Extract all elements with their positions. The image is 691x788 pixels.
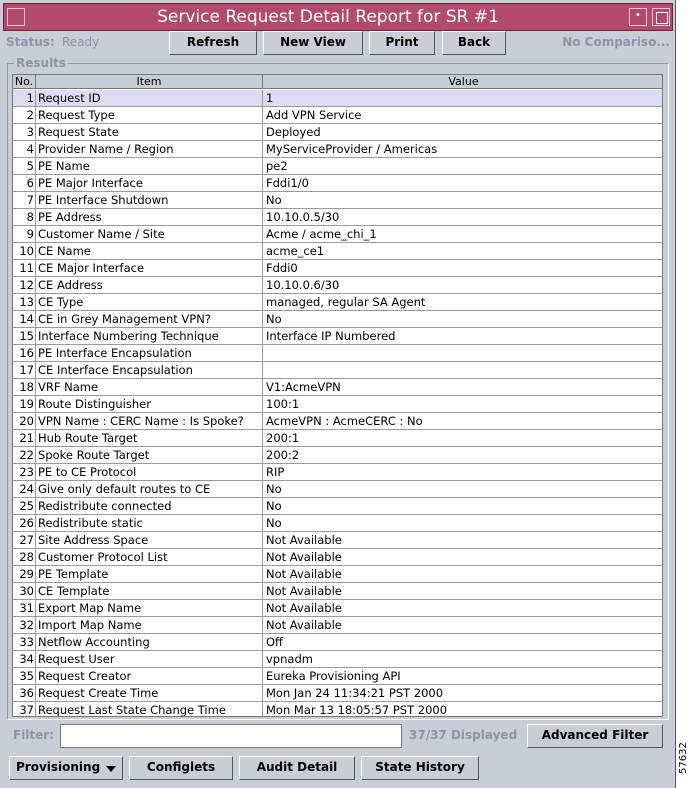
table-row[interactable] bbox=[13, 294, 663, 311]
row-number-cell: 17 bbox=[13, 362, 36, 379]
row-number-cell: 15 bbox=[13, 328, 36, 345]
status-label: Status: bbox=[6, 35, 55, 49]
table-row[interactable] bbox=[13, 124, 663, 141]
item-cell: Request Creator bbox=[36, 668, 263, 685]
table-row[interactable] bbox=[13, 192, 663, 209]
value-cell bbox=[263, 362, 663, 379]
item-cell: CE Name bbox=[36, 243, 263, 260]
new-view-button[interactable]: New View bbox=[263, 31, 363, 55]
item-cell: Request ID bbox=[36, 90, 263, 107]
results-table bbox=[12, 74, 663, 717]
row-number-cell: 35 bbox=[13, 668, 36, 685]
item-cell: Export Map Name bbox=[36, 600, 263, 617]
row-number-cell: 1 bbox=[13, 90, 36, 107]
row-number-cell: 31 bbox=[13, 600, 36, 617]
item-cell: PE Name bbox=[36, 158, 263, 175]
state-history-button[interactable]: State History bbox=[361, 756, 479, 780]
table-row[interactable] bbox=[13, 515, 663, 532]
print-button[interactable]: Print bbox=[369, 31, 435, 55]
window-title: Service Request Detail Report for SR #1 bbox=[157, 7, 499, 27]
table-row[interactable] bbox=[13, 430, 663, 447]
row-number-cell: 22 bbox=[13, 447, 36, 464]
value-cell: Mon Mar 13 18:05:57 PST 2000 bbox=[266, 703, 448, 717]
table-row[interactable] bbox=[13, 566, 663, 583]
value-cell: 200:2 bbox=[266, 448, 300, 462]
value-cell: Deployed bbox=[266, 125, 321, 139]
results-group-label: Results bbox=[16, 56, 67, 70]
maximize-icon[interactable] bbox=[652, 8, 670, 26]
row-number-cell: 14 bbox=[13, 311, 36, 328]
row-number-cell: 26 bbox=[13, 515, 36, 532]
item-cell: Redistribute static bbox=[36, 515, 263, 532]
value-cell: pe2 bbox=[266, 159, 288, 173]
item-cell: CE Address bbox=[36, 277, 263, 294]
row-number-cell: 27 bbox=[13, 532, 36, 549]
table-row[interactable] bbox=[13, 413, 663, 430]
table-row[interactable] bbox=[13, 464, 663, 481]
item-cell: PE Interface Encapsulation bbox=[36, 345, 263, 362]
back-button[interactable]: Back bbox=[442, 31, 506, 55]
value-cell: Acme / acme_chi_1 bbox=[266, 227, 377, 241]
table-row[interactable] bbox=[13, 90, 663, 107]
audit-detail-button[interactable]: Audit Detail bbox=[239, 756, 355, 780]
table-row[interactable] bbox=[13, 498, 663, 515]
item-cell: Redistribute connected bbox=[36, 498, 263, 515]
bottom-action-bar bbox=[0, 754, 676, 784]
value-cell: RIP bbox=[266, 465, 285, 479]
table-row[interactable] bbox=[13, 328, 663, 345]
item-cell: Import Map Name bbox=[36, 617, 263, 634]
item-cell: Request Last State Change Time bbox=[36, 702, 263, 717]
value-cell: No bbox=[266, 499, 282, 513]
value-cell: 1 bbox=[266, 91, 274, 105]
table-row[interactable] bbox=[13, 600, 663, 617]
row-number-cell: 21 bbox=[13, 430, 36, 447]
column-header-value[interactable]: Value bbox=[263, 75, 663, 89]
row-number-cell: 3 bbox=[13, 124, 36, 141]
value-cell: Eureka Provisioning API bbox=[266, 669, 401, 683]
item-cell: PE Major Interface bbox=[36, 175, 263, 192]
comparison-status: No Compariso... bbox=[562, 35, 670, 49]
row-number-cell: 7 bbox=[13, 192, 36, 209]
value-cell: Add VPN Service bbox=[266, 108, 362, 122]
value-cell: No bbox=[266, 482, 282, 496]
value-cell: Not Available bbox=[266, 550, 342, 564]
row-number-cell: 33 bbox=[13, 634, 36, 651]
value-cell: Mon Jan 24 11:34:21 PST 2000 bbox=[266, 686, 444, 700]
item-cell: Give only default routes to CE bbox=[36, 481, 263, 498]
filter-bar bbox=[0, 722, 676, 750]
dropdown-arrow-icon bbox=[106, 766, 116, 772]
item-cell: PE Template bbox=[36, 566, 263, 583]
configlets-button[interactable]: Configlets bbox=[129, 756, 233, 780]
value-cell: Not Available bbox=[266, 567, 342, 581]
refresh-button[interactable]: Refresh bbox=[169, 31, 257, 55]
item-cell: CE Type bbox=[36, 294, 263, 311]
row-number-cell: 20 bbox=[13, 413, 36, 430]
value-cell: MyServiceProvider / Americas bbox=[266, 142, 438, 156]
value-cell bbox=[263, 345, 663, 362]
value-cell: No bbox=[266, 312, 282, 326]
item-cell: Netflow Accounting bbox=[36, 634, 263, 651]
table-row[interactable] bbox=[13, 396, 663, 413]
row-number-cell: 8 bbox=[13, 209, 36, 226]
item-cell: Hub Route Target bbox=[36, 430, 263, 447]
row-number-cell: 9 bbox=[13, 226, 36, 243]
table-header bbox=[13, 75, 663, 89]
value-cell: managed, regular SA Agent bbox=[266, 295, 426, 309]
displayed-count: 37/37 Displayed bbox=[409, 728, 518, 742]
item-cell: Request Create Time bbox=[36, 685, 263, 702]
value-cell: V1:AcmeVPN bbox=[266, 380, 341, 394]
table-row[interactable] bbox=[13, 226, 663, 243]
item-cell: Request State bbox=[36, 124, 263, 141]
row-number-cell: 29 bbox=[13, 566, 36, 583]
row-number-cell: 18 bbox=[13, 379, 36, 396]
row-number-cell: 10 bbox=[13, 243, 36, 260]
item-cell: CE Major Interface bbox=[36, 260, 263, 277]
advanced-filter-button[interactable]: Advanced Filter bbox=[527, 724, 663, 748]
value-cell: 200:1 bbox=[266, 431, 300, 445]
table-row[interactable] bbox=[13, 532, 663, 549]
item-cell: Route Distinguisher bbox=[36, 396, 263, 413]
figure-number bbox=[678, 734, 690, 774]
row-number-cell: 28 bbox=[13, 549, 36, 566]
table-row[interactable] bbox=[13, 311, 663, 328]
row-number-cell: 11 bbox=[13, 260, 36, 277]
value-cell: 10.10.0.5/30 bbox=[266, 210, 340, 224]
filter-label: Filter: bbox=[13, 728, 55, 742]
row-number-cell: 6 bbox=[13, 175, 36, 192]
value-cell: acme_ce1 bbox=[266, 244, 325, 258]
row-number-cell: 32 bbox=[13, 617, 36, 634]
table-row[interactable] bbox=[13, 209, 663, 226]
item-cell: Site Address Space bbox=[36, 532, 263, 549]
item-cell: CE in Grey Management VPN? bbox=[36, 311, 263, 328]
item-cell: Customer Protocol List bbox=[36, 549, 263, 566]
row-number-cell: 4 bbox=[13, 141, 36, 158]
toolbar bbox=[0, 31, 676, 55]
table-row[interactable] bbox=[13, 260, 663, 277]
item-cell: PE Interface Shutdown bbox=[36, 192, 263, 209]
value-cell: Not Available bbox=[266, 601, 342, 615]
table-row[interactable] bbox=[13, 685, 663, 702]
provisioning-label: Provisioning bbox=[16, 760, 101, 774]
table-row[interactable] bbox=[13, 158, 663, 175]
provisioning-menu-button[interactable] bbox=[9, 756, 123, 780]
column-header-no[interactable]: No. bbox=[13, 75, 36, 89]
row-number-cell: 2 bbox=[13, 107, 36, 124]
table-row[interactable] bbox=[13, 362, 663, 379]
value-cell: vpnadm bbox=[266, 652, 313, 666]
table-row[interactable] bbox=[13, 617, 663, 634]
title-bar[interactable] bbox=[3, 3, 673, 31]
filter-input[interactable] bbox=[60, 724, 402, 748]
value-cell: Not Available bbox=[266, 618, 342, 632]
table-row[interactable] bbox=[13, 243, 663, 260]
table-row[interactable] bbox=[13, 651, 663, 668]
value-cell: Not Available bbox=[266, 533, 342, 547]
item-cell: VPN Name : CERC Name : Is Spoke? bbox=[36, 413, 263, 430]
status-value: Ready bbox=[62, 35, 100, 49]
value-cell: Off bbox=[266, 635, 283, 649]
column-header-item[interactable]: Item bbox=[36, 75, 263, 89]
value-cell: Fddi0 bbox=[266, 261, 298, 275]
table-row[interactable] bbox=[13, 345, 663, 362]
table-row[interactable] bbox=[13, 702, 663, 717]
row-number-cell: 25 bbox=[13, 498, 36, 515]
item-cell: PE Address bbox=[36, 209, 263, 226]
table-row[interactable] bbox=[13, 668, 663, 685]
value-cell: Interface IP Numbered bbox=[266, 329, 396, 343]
item-cell: CE Interface Encapsulation bbox=[36, 362, 263, 379]
item-cell: Provider Name / Region bbox=[36, 141, 263, 158]
row-number-cell: 12 bbox=[13, 277, 36, 294]
value-cell: AcmeVPN : AcmeCERC : No bbox=[266, 414, 423, 428]
item-cell: Request Type bbox=[36, 107, 263, 124]
figure-number-text: 57632 bbox=[678, 742, 689, 774]
row-number-cell: 23 bbox=[13, 464, 36, 481]
item-cell: Request User bbox=[36, 651, 263, 668]
row-number-cell: 36 bbox=[13, 685, 36, 702]
row-number-cell: 30 bbox=[13, 583, 36, 600]
table-row[interactable] bbox=[13, 447, 663, 464]
value-cell: 10.10.0.6/30 bbox=[266, 278, 340, 292]
value-cell: Not Available bbox=[266, 584, 342, 598]
value-cell: 100:1 bbox=[266, 397, 300, 411]
item-cell: VRF Name bbox=[36, 379, 263, 396]
table-row[interactable] bbox=[13, 277, 663, 294]
row-number-cell: 37 bbox=[13, 702, 36, 717]
item-cell: Interface Numbering Technique bbox=[36, 328, 263, 345]
row-number-cell: 34 bbox=[13, 651, 36, 668]
value-cell: No bbox=[266, 193, 282, 207]
value-cell: No bbox=[266, 516, 282, 530]
minimize-icon[interactable]: • bbox=[629, 8, 647, 26]
item-cell: PE to CE Protocol bbox=[36, 464, 263, 481]
table-row[interactable] bbox=[13, 549, 663, 566]
item-cell: Customer Name / Site bbox=[36, 226, 263, 243]
row-number-cell: 5 bbox=[13, 158, 36, 175]
table-row[interactable] bbox=[13, 379, 663, 396]
item-cell: CE Template bbox=[36, 583, 263, 600]
row-number-cell: 24 bbox=[13, 481, 36, 498]
table-row[interactable] bbox=[13, 175, 663, 192]
table-row[interactable] bbox=[13, 107, 663, 124]
table-row[interactable] bbox=[13, 141, 663, 158]
table-row[interactable] bbox=[13, 583, 663, 600]
row-number-cell: 16 bbox=[13, 345, 36, 362]
row-number-cell: 13 bbox=[13, 294, 36, 311]
window-menu-icon[interactable] bbox=[7, 8, 25, 26]
table-row[interactable] bbox=[13, 481, 663, 498]
row-number-cell: 19 bbox=[13, 396, 36, 413]
item-cell: Spoke Route Target bbox=[36, 447, 263, 464]
value-cell: Fddi1/0 bbox=[266, 176, 309, 190]
table-row[interactable] bbox=[13, 634, 663, 651]
